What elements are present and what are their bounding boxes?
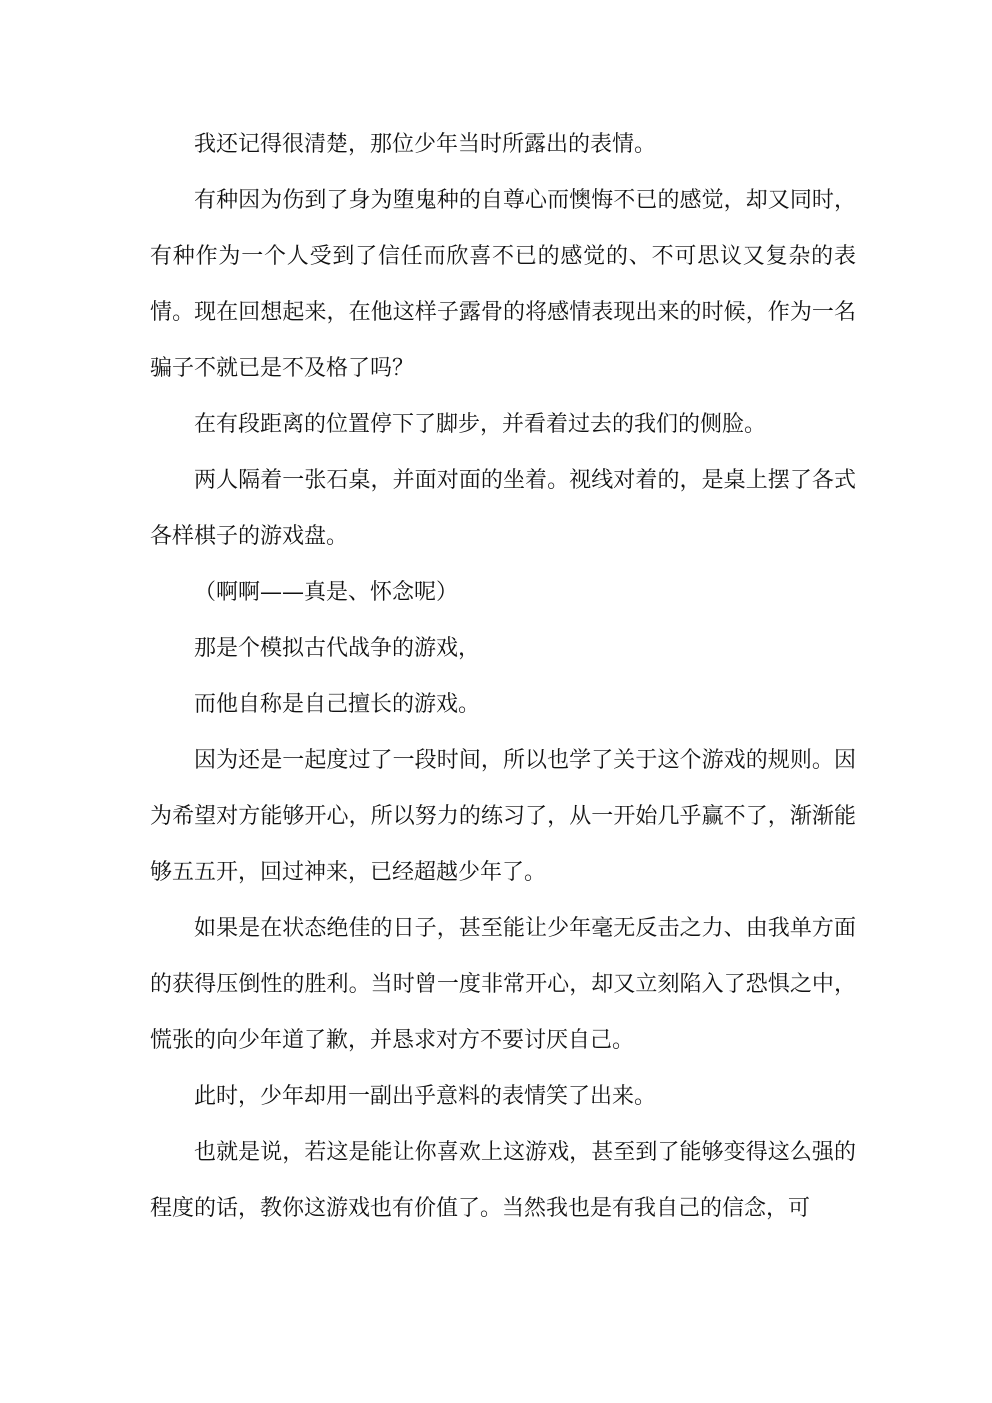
paragraph-7: 而他自称是自己擅长的游戏。 xyxy=(194,692,481,717)
paragraph-3: 在有段距离的位置停下了脚步，并看着过去的我们的侧脸。 xyxy=(194,412,767,437)
paragraph-9: 如果是在状态绝佳的日子，甚至能让少年毫无反击之力、由我单方面的获得压倒性的胜利。当时曾一度非常开心，却又立刻陷入了恐惧之中，慌张的向少年道了歉，并恳求对方不要讨厌自己。 xyxy=(150,916,856,1053)
paragraph-2: 有种因为伤到了身为堕鬼种的自尊心而懊悔不已的感觉，却又同时，有种作为一个人受到了信任而欣喜不已的感觉的、不可思议又复杂的表情。现在回想起来，在他这样子露骨的将感情表现出来的时候，作为一名骗子不就已是不及格了吗？ xyxy=(150,188,856,381)
paragraph-11: 也就是说，若这是能让你喜欢上这游戏，甚至到了能够变得这么强的程度的话，教你这游戏也有价值了。当然我也是有我自己的信念，可 xyxy=(150,1140,856,1221)
document-page xyxy=(150,117,856,1237)
paragraph-4: 两人隔着一张石桌，并面对面的坐着。视线对着的，是桌上摆了各式各样棋子的游戏盘。 xyxy=(150,468,856,549)
paragraph-10: 此时，少年却用一副出乎意料的表情笑了出来。 xyxy=(194,1084,657,1109)
paragraph-5: （啊啊——真是、怀念呢） xyxy=(194,580,459,605)
paragraph-8: 因为还是一起度过了一段时间，所以也学了关于这个游戏的规则。因为希望对方能够开心，所以努力的练习了，从一开始几乎赢不了，渐渐能够五五开，回过神来，已经超越少年了。 xyxy=(150,748,856,885)
paragraph-1: 我还记得很清楚，那位少年当时所露出的表情。 xyxy=(194,132,657,157)
paragraph-6: 那是个模拟古代战争的游戏， xyxy=(194,636,481,661)
